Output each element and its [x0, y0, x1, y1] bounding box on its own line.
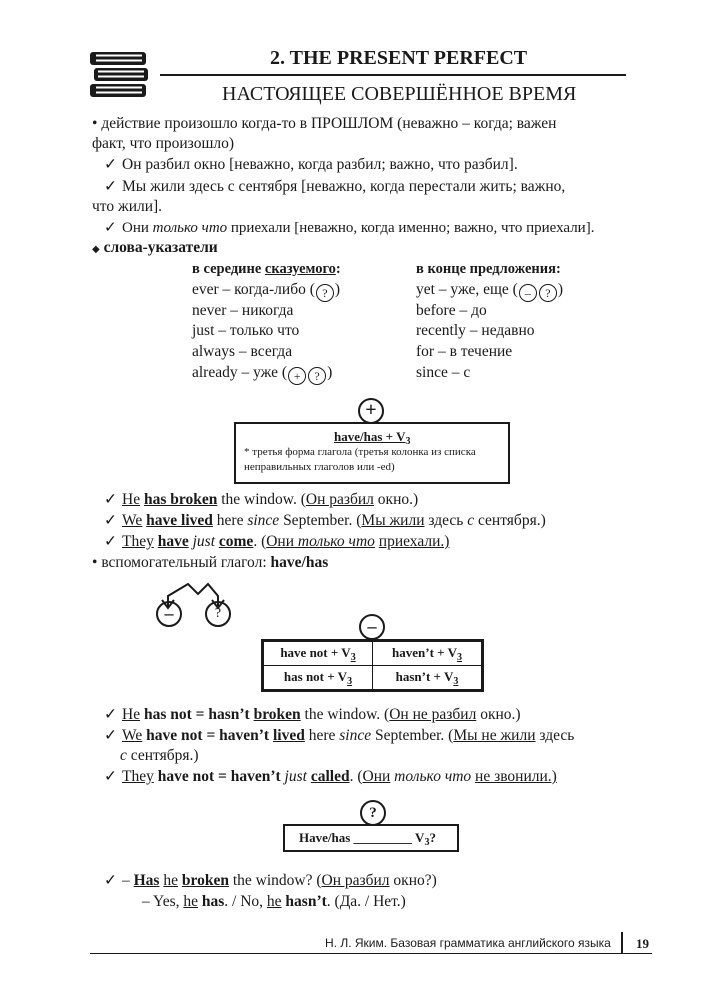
negative-example-2b: с сентября.) [120, 747, 199, 764]
positive-example-3: ✓ They have just come. (Они только что приехали.) [104, 533, 450, 550]
title-rule [160, 74, 626, 76]
negative-table [261, 639, 484, 692]
footer-divider [621, 932, 623, 954]
positive-example-1: ✓ He has broken the window. (Он разбил окно.) [104, 491, 419, 508]
marker-left-2: just – только что [192, 322, 300, 339]
diamond-icon: ◆ [92, 244, 100, 255]
marker-right-3: for – в течение [416, 343, 513, 360]
question-answer: – Yes, he has. / No, he hasn’t. (Да. / Нет.) [142, 893, 406, 910]
positive-note-1: * третья форма глагола (третья колонка из списка [244, 446, 476, 458]
question-circle-icon: ? [539, 284, 557, 302]
question-circle-icon: ? [308, 367, 326, 385]
check-icon: ✓ [104, 220, 117, 236]
check-icon: ✓ [104, 706, 117, 723]
marker-left-0: ever – когда-либо ( ? ) [192, 281, 341, 300]
negative-example-3: ✓ They have not = haven’t just called. (Они только что не звонили.) [104, 768, 557, 785]
question-circle-icon: ? [316, 284, 334, 302]
check-icon: ✓ [104, 491, 117, 508]
plus-circle-icon: + [358, 398, 384, 424]
question-formula: Have/has _________ $V_3$? [299, 830, 436, 848]
minus-circle-icon: – [519, 284, 537, 302]
page-subtitle: НАСТОЯЩЕЕ СОВЕРШЁННОЕ ВРЕМЯ [222, 83, 577, 105]
marker-left-3: always – всегда [192, 343, 293, 360]
table-row [264, 642, 482, 666]
check-icon: ✓ [104, 727, 117, 744]
table-cell: have not + $V_3$ [264, 642, 373, 666]
check-icon: ✓ [104, 533, 117, 550]
intro-example-2b: что жили]. [92, 198, 163, 215]
marker-left-4: already – уже ( + ? ) [192, 364, 333, 383]
intro-example-1: ✓ Он разбил окно [неважно, когда разбил; важно, что разбил]. [104, 156, 518, 173]
marker-right-2: recently – недавно [416, 322, 535, 339]
question-example: ✓ – Has he broken the window? (Он разбил окно?) [104, 872, 437, 889]
footer-book-title: Н. Л. Яким. Базовая грамматика английского языка [325, 936, 611, 950]
aux-verb-line: • вспомогательный глагол: have/has [92, 554, 329, 571]
check-icon: ✓ [104, 512, 117, 529]
footer-rule [90, 953, 652, 954]
positive-example-2: ✓ We have lived here since September. (Мы жили здесь с сентября.) [104, 512, 546, 529]
table-cell: haven’t + $V_3$ [373, 642, 482, 666]
positive-formula-box [234, 422, 510, 484]
page-title: 2. THE PRESENT PERFECT [270, 47, 528, 69]
table-cell: hasn’t + $V_3$ [373, 666, 482, 690]
intro-line-1: • действие произошло когда-то в ПРОШЛОМ (неважно – когда; важен [92, 115, 557, 132]
positive-note-2: неправильных глаголов или -ed) [244, 461, 395, 473]
intro-example-2a: ✓ Мы жили здесь с сентября [неважно, когда перестали жить; важно, [104, 178, 566, 195]
positive-formula: have/has + $V_3$ [334, 429, 411, 447]
negative-example-1: ✓ He has not = hasn’t broken the window. (Он не разбил окно.) [104, 706, 521, 723]
check-icon: ✓ [104, 768, 117, 785]
marker-right-1: before – до [416, 302, 487, 319]
marker-right-0: yet – уже, еще ( – ? ) [416, 281, 564, 300]
bullet-icon: • [92, 554, 98, 571]
books-icon [86, 46, 154, 100]
intro-example-3: ✓ Они только что приехали [неважно, когда именно; важно, что приехали]. [104, 220, 595, 236]
bullet-icon: • [92, 115, 98, 132]
plus-circle-icon: + [288, 367, 306, 385]
markers-heading-middle: в середине сказуемого: [192, 261, 341, 277]
minus-circle-icon: – [359, 614, 385, 640]
table-row [264, 666, 482, 690]
check-icon: ✓ [104, 178, 117, 195]
check-icon: ✓ [104, 872, 117, 889]
marker-right-4: since – с [416, 364, 471, 381]
check-icon: ✓ [104, 156, 117, 173]
markers-heading-end: в конце предложения: [416, 261, 561, 277]
negative-example-2: ✓ We have not = haven’t lived here since September. (Мы не жили здесь [104, 727, 575, 744]
question-circle-icon: ? [360, 800, 386, 826]
table-cell: has not + $V_3$ [264, 666, 373, 690]
page-number: 19 [636, 936, 649, 951]
question-formula-box [283, 824, 459, 852]
question-circle-icon: ? [205, 601, 231, 627]
minus-circle-icon: – [156, 601, 182, 627]
marker-left-1: never – никогда [192, 302, 294, 319]
intro-line-2: факт, что произошло) [92, 135, 235, 152]
markers-title: ◆ слова-указатели [92, 239, 218, 256]
